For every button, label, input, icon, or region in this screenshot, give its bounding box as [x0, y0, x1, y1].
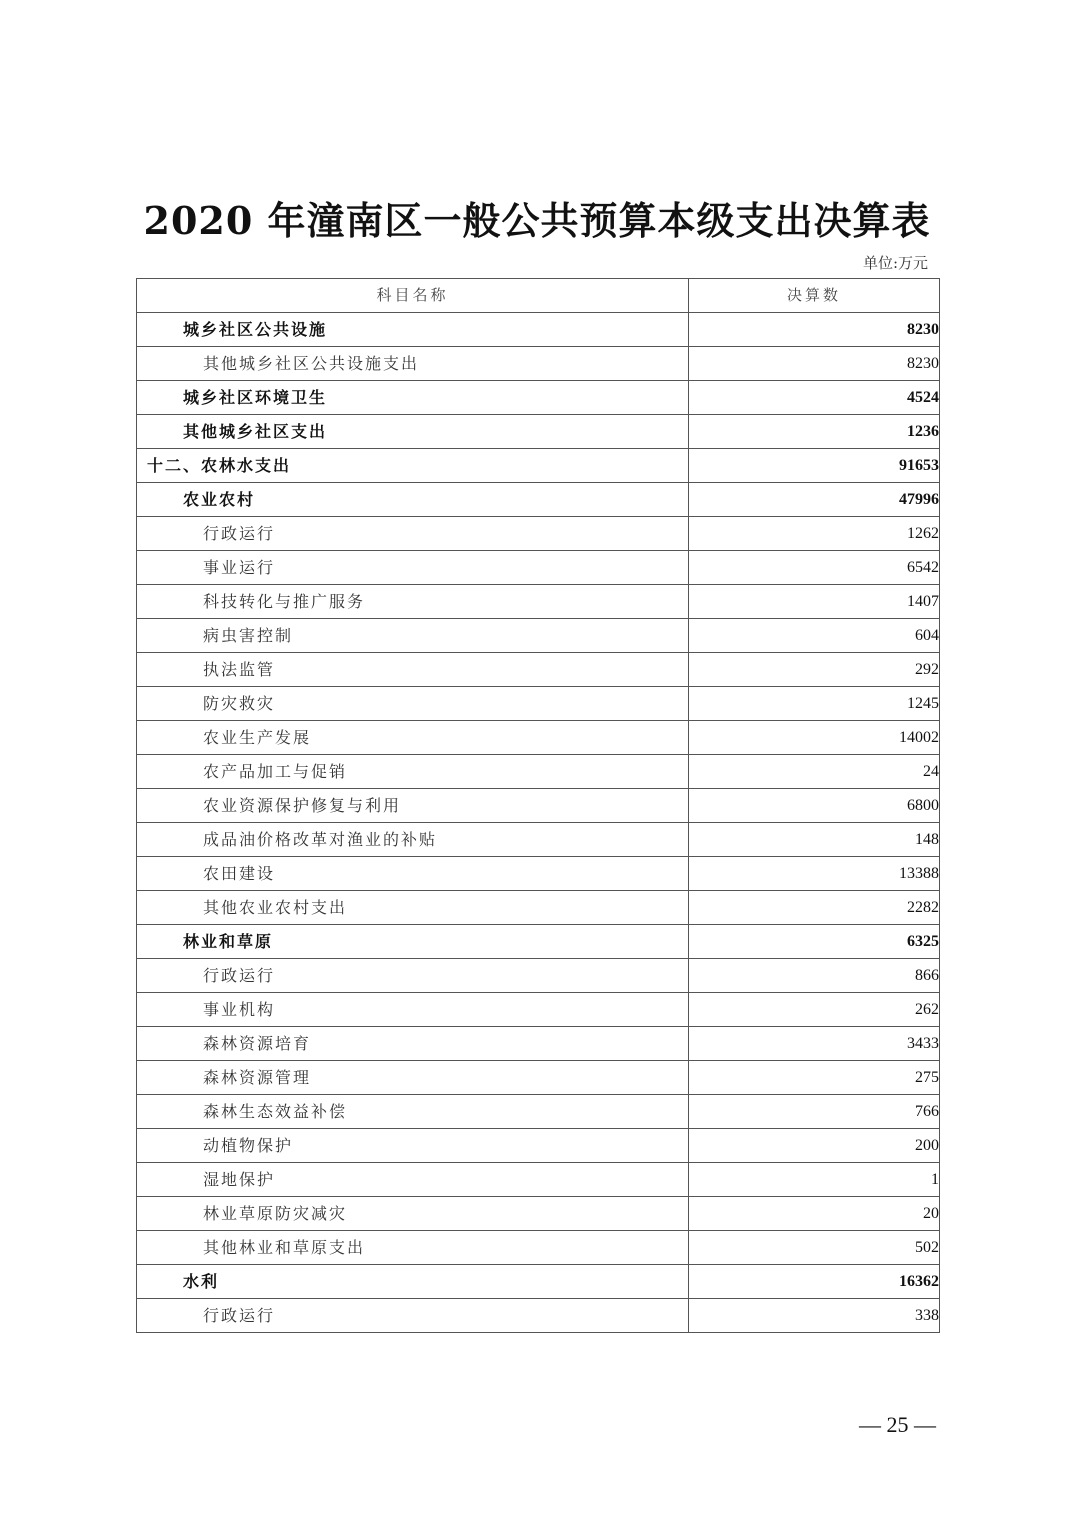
- row-category-name: 其他城乡社区支出: [137, 415, 689, 449]
- table-row: [137, 1299, 940, 1333]
- table-row: [137, 959, 940, 993]
- row-amount: 8230: [689, 313, 940, 347]
- row-amount: 1262: [689, 517, 940, 551]
- table-row: [137, 381, 940, 415]
- row-category-name: 其他林业和草原支出: [137, 1231, 689, 1265]
- row-amount: 1245: [689, 687, 940, 721]
- table-row: [137, 483, 940, 517]
- row-amount: 4524: [689, 381, 940, 415]
- table-row: [137, 1095, 940, 1129]
- table-row: [137, 993, 940, 1027]
- row-category-name: 事业运行: [137, 551, 689, 585]
- row-category-name: 森林资源管理: [137, 1061, 689, 1095]
- row-category-name: 森林生态效益补偿: [137, 1095, 689, 1129]
- row-amount: 24: [689, 755, 940, 789]
- row-amount: 6325: [689, 925, 940, 959]
- table-row: [137, 823, 940, 857]
- row-category-name: 行政运行: [137, 959, 689, 993]
- row-category-name: 其他农业农村支出: [137, 891, 689, 925]
- row-amount: 16362: [689, 1265, 940, 1299]
- table-row: [137, 1027, 940, 1061]
- row-category-name: 湿地保护: [137, 1163, 689, 1197]
- table-body: [137, 313, 940, 1333]
- table-row: [137, 857, 940, 891]
- row-amount: 1407: [689, 585, 940, 619]
- table-row: [137, 1163, 940, 1197]
- table-row: [137, 347, 940, 381]
- table-row: [137, 517, 940, 551]
- table-row: [137, 925, 940, 959]
- row-category-name: 动植物保护: [137, 1129, 689, 1163]
- header-row: [137, 279, 940, 313]
- row-amount: 604: [689, 619, 940, 653]
- budget-table: [136, 278, 940, 1333]
- row-amount: 338: [689, 1299, 940, 1333]
- row-category-name: 农业资源保护修复与利用: [137, 789, 689, 823]
- table-row: [137, 687, 940, 721]
- table-row: [137, 653, 940, 687]
- row-category-name: 林业草原防灾减灾: [137, 1197, 689, 1231]
- table-row: [137, 585, 940, 619]
- row-category-name: 森林资源培育: [137, 1027, 689, 1061]
- row-amount: 14002: [689, 721, 940, 755]
- table-row: [137, 313, 940, 347]
- page-title: 2020 年潼南区一般公共预算本级支出决算表: [143, 198, 931, 243]
- row-category-name: 城乡社区公共设施: [137, 313, 689, 347]
- row-amount: 866: [689, 959, 940, 993]
- row-amount: 6800: [689, 789, 940, 823]
- row-category-name: 农田建设: [137, 857, 689, 891]
- row-category-name: 农业农村: [137, 483, 689, 517]
- row-amount: 3433: [689, 1027, 940, 1061]
- row-category-name: 病虫害控制: [137, 619, 689, 653]
- row-category-name: 防灾救灾: [137, 687, 689, 721]
- unit-label: 单位:万元: [862, 254, 928, 272]
- row-category-name: 城乡社区环境卫生: [137, 381, 689, 415]
- table-row: [137, 789, 940, 823]
- table-row: [137, 619, 940, 653]
- row-category-name: 事业机构: [137, 993, 689, 1027]
- page-number: — 25 —: [859, 1412, 936, 1437]
- table-row: [137, 755, 940, 789]
- row-amount: 262: [689, 993, 940, 1027]
- row-amount: 6542: [689, 551, 940, 585]
- table-row: [137, 1265, 940, 1299]
- row-category-name: 科技转化与推广服务: [137, 585, 689, 619]
- table-row: [137, 721, 940, 755]
- table-row: [137, 1061, 940, 1095]
- table-header: [137, 279, 940, 313]
- row-amount: 91653: [689, 449, 940, 483]
- row-category-name: 行政运行: [137, 517, 689, 551]
- row-amount: 200: [689, 1129, 940, 1163]
- table-row: [137, 551, 940, 585]
- row-category-name: 行政运行: [137, 1299, 689, 1333]
- row-amount: 148: [689, 823, 940, 857]
- row-amount: 292: [689, 653, 940, 687]
- row-category-name: 其他城乡社区公共设施支出: [137, 347, 689, 381]
- row-amount: 20: [689, 1197, 940, 1231]
- row-category-name: 林业和草原: [137, 925, 689, 959]
- row-category-name: 十二、农林水支出: [137, 449, 689, 483]
- table-row: [137, 1231, 940, 1265]
- table-row: [137, 891, 940, 925]
- table-row: [137, 1197, 940, 1231]
- column-header-name: 科目名称: [137, 279, 689, 313]
- row-amount: 502: [689, 1231, 940, 1265]
- row-category-name: 执法监管: [137, 653, 689, 687]
- row-amount: 1236: [689, 415, 940, 449]
- row-amount: 2282: [689, 891, 940, 925]
- column-header-amount: 决算数: [689, 279, 940, 313]
- table-row: [137, 1129, 940, 1163]
- row-category-name: 农业生产发展: [137, 721, 689, 755]
- row-amount: 1: [689, 1163, 940, 1197]
- row-category-name: 水利: [137, 1265, 689, 1299]
- row-amount: 13388: [689, 857, 940, 891]
- table-row: [137, 449, 940, 483]
- row-amount: 8230: [689, 347, 940, 381]
- row-amount: 275: [689, 1061, 940, 1095]
- row-category-name: 农产品加工与促销: [137, 755, 689, 789]
- table-row: [137, 415, 940, 449]
- row-amount: 766: [689, 1095, 940, 1129]
- row-category-name: 成品油价格改革对渔业的补贴: [137, 823, 689, 857]
- row-amount: 47996: [689, 483, 940, 517]
